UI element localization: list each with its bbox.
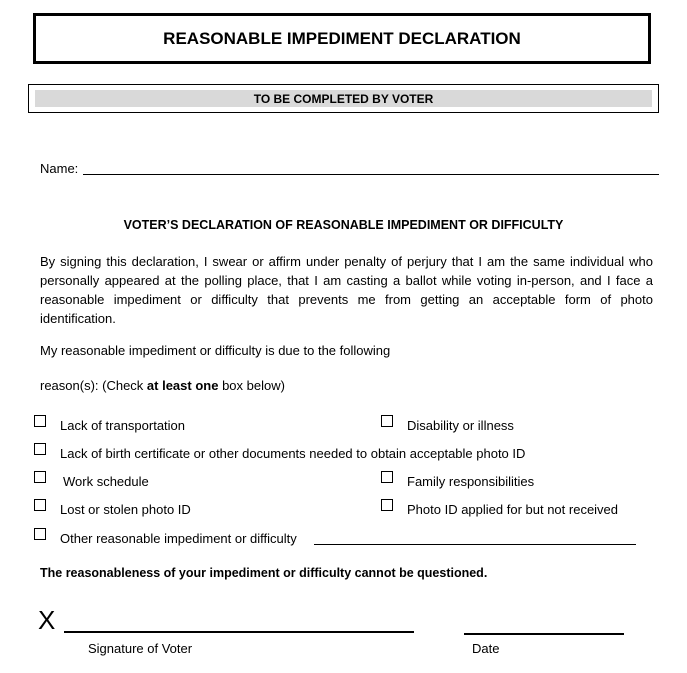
signature-mark: X [38,605,56,635]
label-lack-of-documents: Lack of birth certificate or other documents needed to obtain acceptable photo ID [60,446,526,461]
checkbox-work-schedule[interactable] [34,471,46,483]
declaration-heading: VOTER’S DECLARATION OF REASONABLE IMPEDIMENT OR DIFFICULTY [123,218,564,232]
checkbox-disability-or-illness[interactable] [381,415,393,427]
date-label: Date [472,641,500,656]
date-field[interactable] [464,633,624,635]
label-family-responsibilities: Family responsibilities [407,474,535,489]
label-other: Other reasonable impediment or difficulty [60,531,297,546]
notice-text: The reasonableness of your impediment or difficulty cannot be questioned. [40,566,488,580]
checkbox-family-responsibilities[interactable] [381,471,393,483]
checkbox-lack-of-transportation[interactable] [34,415,46,427]
reason-instruction [40,378,285,393]
checkbox-applied-not-received[interactable] [381,499,393,511]
checkbox-lost-or-stolen[interactable] [34,499,46,511]
subheader-bar [35,90,652,107]
subheader-box [28,84,659,113]
declaration-text: By signing this declaration, I swear or affirm under penalty of perjury that I am the same individual who personally appeared at the polling place, that I am casting a ballot while voting in-person, and I face a reasonable impediment or difficulty that prevents me from getting an acceptable form of photo identification. [40,254,653,326]
label-lack-of-transportation: Lack of transportation [60,418,186,433]
form-title [33,13,651,64]
reason-instruction-suffix: box below) [218,378,285,393]
label-work-schedule: Work schedule [63,474,149,489]
name-label: Name: [40,161,79,176]
label-applied-not-received: Photo ID applied for but not received [407,502,619,517]
name-field[interactable] [83,174,659,175]
reason-intro: My reasonable impediment or difficulty is due to the following [40,343,391,358]
checkbox-other[interactable] [34,528,46,540]
reason-instruction-emphasis: at least one [146,378,219,393]
signature-field[interactable] [64,631,414,633]
signature-label: Signature of Voter [88,641,193,656]
other-reason-field[interactable] [314,544,636,545]
label-lost-or-stolen: Lost or stolen photo ID [60,502,191,517]
reason-instruction-prefix: reason(s): (Check [40,378,147,393]
form-title-text: REASONABLE IMPEDIMENT DECLARATION [163,28,521,48]
label-disability-or-illness: Disability or illness [407,418,514,433]
subheader-text: TO BE COMPLETED BY VOTER [253,91,434,106]
checkbox-lack-of-documents[interactable] [34,443,46,455]
